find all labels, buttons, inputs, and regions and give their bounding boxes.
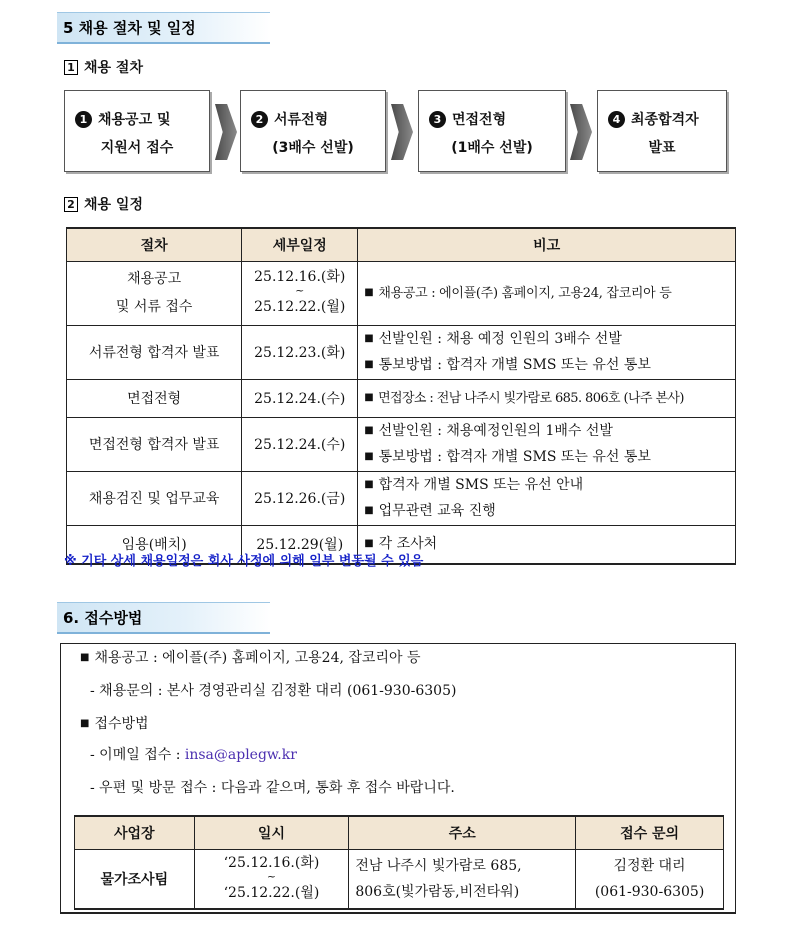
contact-cell: 김정환 대리 (061-930-6305) (576, 849, 724, 909)
step-4-line2: 발표 (648, 140, 676, 156)
column-header: 사업장 (75, 816, 195, 849)
step-3-line2: (1배수 선발) (451, 140, 533, 156)
site-cell: 물가조사팀 (75, 849, 195, 909)
schedule-heading-text: 채용 일정 (84, 197, 143, 213)
section-6-title: 6. 접수방법 (57, 602, 270, 634)
circle-number-icon: 1 (75, 111, 92, 128)
step-cell: 면접전형 합격자 발표 (67, 417, 242, 471)
step-1-box (64, 90, 210, 172)
column-header: 절차 (67, 228, 242, 261)
step-cell: 서류전형 합격자 발표 (67, 325, 242, 379)
apply-line-mail-visit: - 우편 및 방문 접수 : 다음과 같으며, 통화 후 접수 바랍니다. (90, 780, 455, 796)
step-1-line2: 지원서 접수 (100, 140, 174, 156)
black-square-icon: ■ (364, 538, 374, 550)
number-box-icon: 1 (64, 60, 78, 75)
address-cell: 전남 나주시 빛가람로 685, 806호(빛가람동,비전타워) (349, 849, 576, 909)
apply-line-email: - 이메일 접수 : insa@aplegw.kr (90, 747, 297, 763)
procedure-heading-text: 채용 절차 (84, 60, 143, 76)
step-cell: 면접전형 (67, 379, 242, 417)
date-cell: 25.12.29(월) (242, 525, 358, 564)
date-cell: 25.12.16.(화) ~ 25.12.22.(월) (242, 261, 358, 325)
reception-table (74, 815, 724, 910)
step-2-line1: 서류전형 (274, 112, 329, 128)
email-link[interactable]: insa@aplegw.kr (184, 747, 297, 763)
table-row (67, 417, 736, 471)
black-square-icon: ■ (364, 505, 374, 516)
schedule-table (66, 227, 736, 565)
schedule-note: ※ 기타 상세 채용일정은 회사 사정에 의해 일부 변동될 수 있음 (64, 554, 424, 569)
apply-line-method: ■ 접수방법 (80, 716, 149, 732)
circle-number-icon: 2 (251, 111, 268, 128)
chevron-arrow-icon (391, 104, 413, 160)
table-row (67, 379, 736, 417)
step-3-box (418, 90, 566, 172)
step-cell: 임용(배치) (67, 525, 242, 564)
step-3-line1: 면접전형 (452, 112, 507, 128)
table-row (67, 471, 736, 525)
step-2-line2: (3배수 선발) (272, 140, 354, 156)
remarks-cell: ■ 채용공고 : 에이플(주) 홈페이지, 고용24, 잡코리아 등 (358, 261, 736, 325)
remarks-cell: ■ 합격자 개별 SMS 또는 유선 안내 ■ 업무관련 교육 진행 (358, 471, 736, 525)
step-cell: 채용공고 및 서류 접수 (67, 261, 242, 325)
black-square-icon: ■ (364, 451, 374, 462)
table-header-row (75, 816, 724, 849)
table-header-row (67, 228, 736, 261)
section-5-title: 5 채용 절차 및 일정 (57, 12, 270, 44)
column-header: 접수 문의 (576, 816, 724, 849)
date-cell: ‘25.12.16.(화) ~ ‘25.12.22.(월) (194, 849, 349, 909)
column-header: 일시 (194, 816, 349, 849)
number-box-icon: 2 (64, 197, 78, 212)
step-4-line1: 최종합격자 (631, 112, 699, 128)
circle-number-icon: 4 (608, 111, 625, 128)
remarks-cell: ■ 각 조사처 (358, 525, 736, 564)
column-header: 세부일정 (242, 228, 358, 261)
apply-line-recruit: ■ 채용공고 : 에이플(주) 홈페이지, 고용24, 잡코리아 등 (80, 650, 421, 666)
column-header: 주소 (349, 816, 576, 849)
black-square-icon: ■ (364, 286, 374, 298)
date-cell: 25.12.23.(화) (242, 325, 358, 379)
date-cell: 25.12.26.(금) (242, 471, 358, 525)
remarks-cell: ■ 선발인원 : 채용 예정 인원의 3배수 선발 ■ 통보방법 : 합격자 개별 SMS 또는 유선 통보 (358, 325, 736, 379)
black-square-icon: ■ (364, 333, 374, 344)
step-2-box (240, 90, 386, 172)
black-square-icon: ■ (80, 652, 90, 663)
table-row (75, 849, 724, 909)
date-cell: 25.12.24.(수) (242, 417, 358, 471)
schedule-heading (64, 194, 143, 214)
chevron-arrow-icon (570, 104, 592, 160)
table-row (67, 261, 736, 325)
remarks-cell: ■ 면접장소 : 전남 나주시 빛가람로 685. 806호 (나주 본사) (358, 379, 736, 417)
procedure-heading (64, 57, 143, 77)
chevron-arrow-icon (215, 104, 237, 160)
black-square-icon: ■ (80, 718, 90, 729)
step-1-line1: 채용공고 및 (98, 112, 171, 128)
apply-line-inquiry: - 채용문의 : 본사 경영관리실 김정환 대리 (061-930-6305) (90, 683, 457, 699)
black-square-icon: ■ (364, 425, 374, 436)
black-square-icon: ■ (364, 479, 374, 490)
step-4-box (597, 90, 727, 172)
circle-number-icon: 3 (429, 111, 446, 128)
column-header: 비고 (358, 228, 736, 261)
black-square-icon: ■ (364, 391, 374, 403)
step-cell: 채용검진 및 업무교육 (67, 471, 242, 525)
table-row (67, 325, 736, 379)
remarks-cell: ■ 선발인원 : 채용예정인원의 1배수 선발 ■ 통보방법 : 합격자 개별 SMS 또는 유선 통보 (358, 417, 736, 471)
date-cell: 25.12.24.(수) (242, 379, 358, 417)
black-square-icon: ■ (364, 359, 374, 370)
